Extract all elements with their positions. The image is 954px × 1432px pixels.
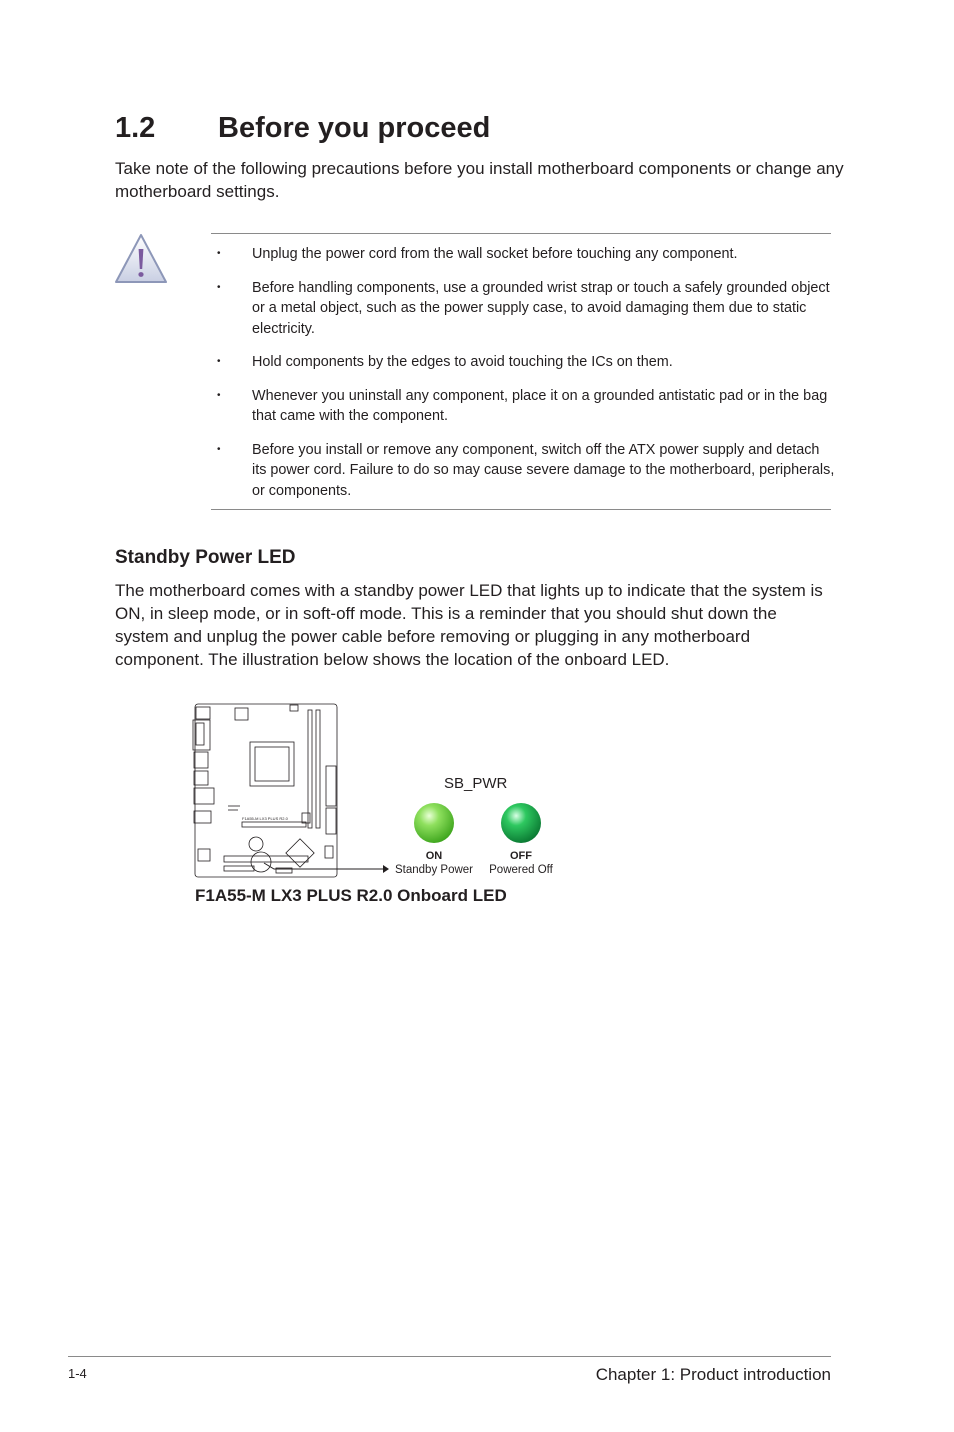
- warning-item: • Before you install or remove any component, switch off the ATX power supply and detach its power cord. Failure to do so may cause severe damage to the motherboard, peripherals, or components.: [211, 440, 836, 502]
- warning-item: • Unplug the power cord from the wall socket before touching any component.: [211, 244, 836, 265]
- led-off-indicator: [501, 803, 541, 843]
- page-number: 1-4: [68, 1366, 87, 1381]
- warning-bottom-rule: [211, 509, 831, 510]
- chapter-title: Chapter 1: Product introduction: [595, 1365, 831, 1384]
- standby-heading: Standby Power LED: [115, 547, 296, 568]
- led-name-label: SB_PWR: [444, 775, 508, 792]
- led-location-figure: [180, 698, 580, 913]
- led-off-state: OFF: [510, 850, 532, 862]
- footer-rule: [68, 1356, 831, 1357]
- warning-icon: [114, 232, 168, 284]
- led-on-indicator: [414, 803, 454, 843]
- led-off-description: Powered Off: [489, 864, 553, 876]
- board-silkscreen-label: F1A55-M LX3 PLUS R2.0: [242, 816, 288, 821]
- warning-top-rule: [211, 233, 831, 234]
- warning-item: • Before handling components, use a grounded wrist strap or touch a safely grounded object or a metal object, such as the power supply case, to avoid damaging them due to static electricity.: [211, 278, 836, 340]
- section-number: 1.2: [115, 112, 156, 144]
- section-title: [115, 112, 490, 145]
- warning-item: • Whenever you uninstall any component, place it on a grounded antistatic pad or in the bag that came with the component.: [211, 386, 836, 427]
- warning-item: • Hold components by the edges to avoid touching the ICs on them.: [211, 352, 836, 373]
- led-on-state: ON: [425, 850, 443, 862]
- led-on-description: Standby Power: [395, 864, 473, 876]
- led-pointer-arrowhead: [383, 865, 389, 873]
- section-title-text: Before you proceed: [218, 112, 491, 144]
- figure-caption: F1A55-M LX3 PLUS R2.0 Onboard LED: [195, 886, 507, 905]
- standby-paragraph: The motherboard comes with a standby power LED that lights up to indicate that the system is ON, in sleep mode, or in soft-off mode. This is a reminder that you should shut down the system and unplug the power cable before removing or plugging in any motherboard component. The illustration below shows the location of the onboard LED.: [115, 581, 823, 669]
- intro-paragraph: Take note of the following precautions before you install motherboard components or change any motherboard settings.: [115, 159, 844, 201]
- warning-list: [211, 244, 836, 514]
- motherboard-diagram: [193, 704, 337, 877]
